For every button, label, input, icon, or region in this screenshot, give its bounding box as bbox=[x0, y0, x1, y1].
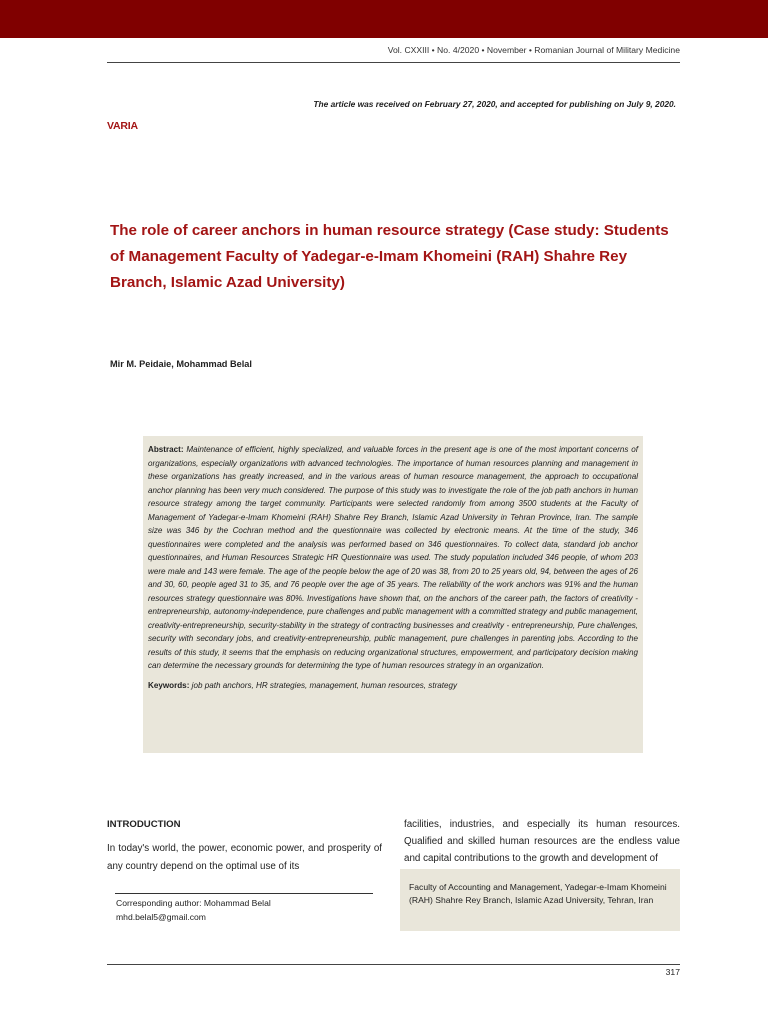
affiliation-box: Faculty of Accounting and Management, Yadegar-e-Imam Khomeini (RAH) Shahre Rey Branch, Islamic Azad University, Tehran, Iran bbox=[400, 869, 680, 931]
abstract-label: Abstract bbox=[148, 445, 181, 454]
keywords-paragraph: Keywords: job path anchors, HR strategies, management, human resources, strategy bbox=[148, 680, 458, 690]
article-title: The role of career anchors in human resource strategy (Case study: Students of Management Faculty of Yadegar-e-Imam Khomeini (RAH) Shahre Rey Branch, Islamic Azad University) bbox=[110, 222, 669, 291]
abstract-box bbox=[143, 436, 643, 753]
footer-divider bbox=[107, 964, 680, 965]
introduction-right-column: facilities, industries, and especially its human resources. Qualified and skilled human resources are the endless value and capital contributions to the growth and development of bbox=[404, 819, 680, 864]
journal-header: Vol. CXXIII • No. 4/2020 • November • Romanian Journal of Military Medicine bbox=[387, 45, 680, 55]
authors: Mir M. Peidaie, Mohammad Belal bbox=[110, 359, 252, 369]
received-note: The article was received on February 27, 2020, and accepted for publishing on July 9, 2020. bbox=[313, 99, 676, 109]
abstract-text: Maintenance of efficient, highly specialized, and valuable forces in the present age is one of the most important concerns of organizations, especially organizations with advanced technologies. The importance of human resources planning and management in these organizations has greatly increased, and in the various areas of human resource management, the approach to occupational anchor planning has been very much considered. The purpose of this study was to investigate the role of the job path anchors in human resource strategy among the target community. Participants were selected randomly from among 3500 students at the Faculty of Management of Yadegar-e-Imam Khomeini (RAH) Shahre Rey Branch, Islamic Azad University in Tehran Province, Iran. The sample size was 346 by the Cochran method and the questionnaire was collected by electronic means. At the time of the study, 346 questionnaires were completed and the analysis was performed based on 346 questionnaires. To collect data, standard job anchor questionnaires, and Human Resources Strategic HR Questionnaire was used. The study population included 346 people, of whom 203 were male and 143 were female. The age of the people below the age of 20 was 38, from 20 to 25 years old, 94, between the ages of 26 and 30, 60, people aged 31 to 35, and 76 people over the age of 35 years. The reliability of the work anchors was 91% and the human resources strategy questionnaire was 80%. Investigations have shown that, on the anchors of the career path, the factors of creativity - entrepreneurship, autonomy-independence, pure challenges and public management with a committed strategy and public management, creativity-entrepreneurship, security-stability in the strategy of contracting businesses and creativity - entrepreneurship, Pure challenges, security with secondary jobs, and creativity-entrepreneurship, public management, pure challenges in parenting jobs. According to the results of this study, it seems that the emphasis on reducing organizational structures, empowerment, and participatory decision making can determine the necessary grounds for determining the type of human resources strategy in an organization. bbox=[148, 445, 638, 670]
keywords-label: Keywords bbox=[148, 680, 187, 690]
section-label: VARIA bbox=[107, 120, 138, 132]
page-number: 317 bbox=[665, 967, 680, 977]
abstract-paragraph: Abstract: Maintenance of efficient, highly specialized, and valuable forces in the present age is one of the most important concerns of organizations, especially organizations with advanced technologies. The importance of human resources planning and management in these organizations has greatly increased, and in the various areas of human resource management, the approach to occupational anchor planning has been very much considered. The purpose of this study was to investigate the role of the job path anchors in human resource strategy among the target community. Participants were selected randomly from among 3500 students at the Faculty of Management of Yadegar-e-Imam Khomeini (RAH) Shahre Rey Branch, Islamic Azad University in Tehran Province, Iran. The sample size was 346 by the Cochran method and the questionnaire was collected by electronic means. At the time of the study, 346 questionnaires were completed and the analysis was performed based on 346 questionnaires. To collect data, standard job anchor questionnaires, and Human Resources Strategic HR Questionnaire was used. The study population included 346 people, of whom 203 were male and 143 were female. The age of the people below the age of 20 was 38, from 20 to 25 years old, 94, between the ages of 26 and 30, 60, people aged 31 to 35, and 76 people over the age of 35 years. The reliability of the work anchors was 91% and the human resources strategy questionnaire was 80%. Investigations have shown that, on the anchors of the career path, the factors of creativity - entrepreneurship, autonomy-independence, pure challenges and public management with a committed strategy and public management, creativity-entrepreneurship, security-stability in the strategy of contracting businesses and creativity - entrepreneurship, Pure challenges, security with secondary jobs, and creativity-entrepreneurship, public management, pure challenges in parenting jobs. According to the results of this study, it seems that the emphasis on reducing organizational structures, empowerment, and participatory decision making can determine the necessary grounds for determining the type of human resources strategy in an organization. bbox=[148, 445, 638, 670]
introduction-left-column: In today's world, the power, economic power, and prosperity of any country depend on the optimal use of its bbox=[107, 843, 382, 872]
corresponding-author bbox=[116, 896, 271, 924]
introduction-heading: INTRODUCTION bbox=[107, 819, 181, 830]
footnote-divider bbox=[115, 893, 373, 894]
keywords-text: job path anchors, HR strategies, management, human resources, strategy bbox=[191, 680, 458, 690]
top-color-bar bbox=[0, 0, 768, 38]
corresponding-author-email: mhd.belal5@gmail.com bbox=[116, 912, 206, 922]
header-divider bbox=[107, 62, 680, 63]
corresponding-author-name: Corresponding author: Mohammad Belal bbox=[116, 898, 271, 908]
